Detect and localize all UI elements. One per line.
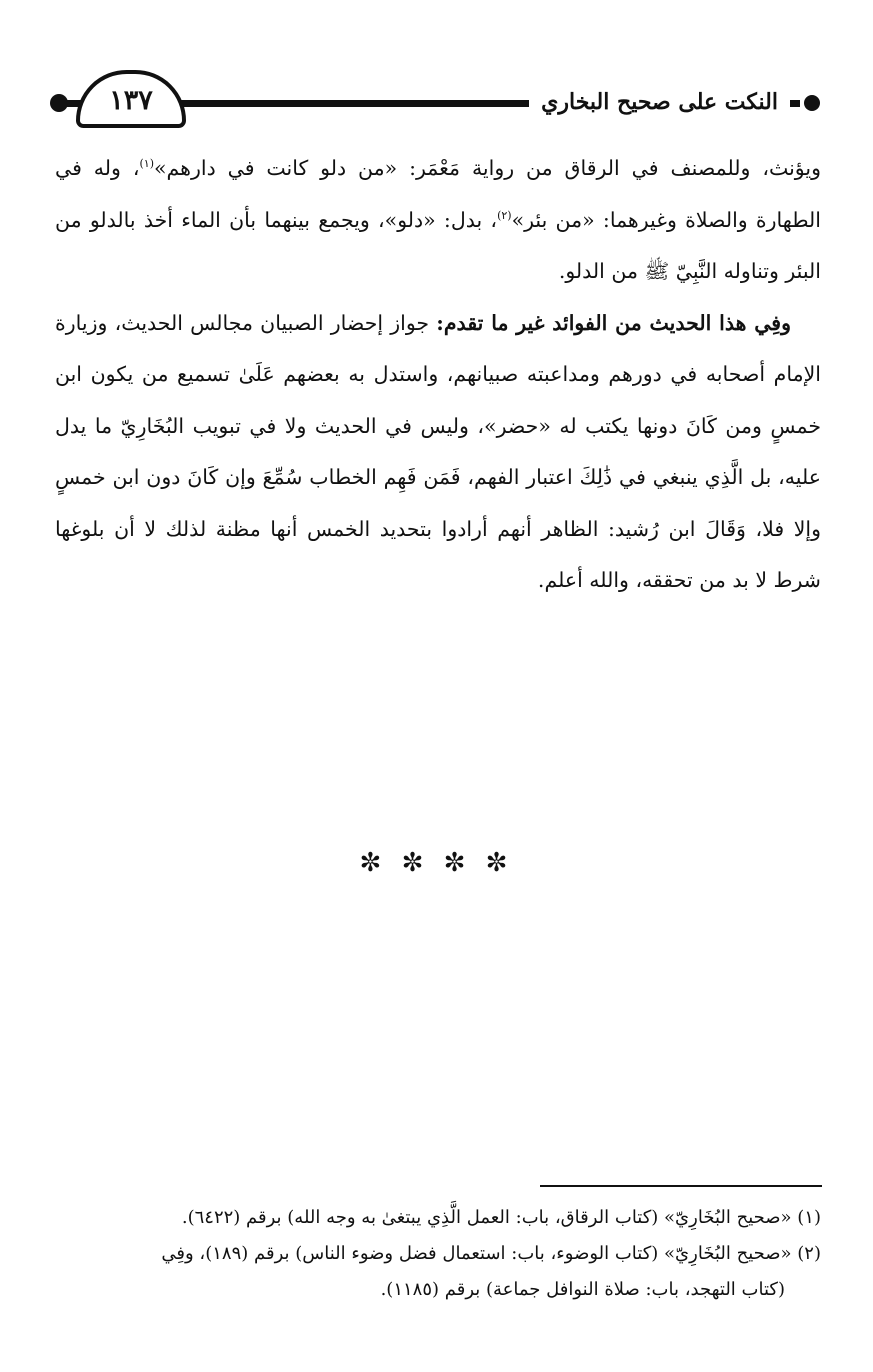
- running-title: النكت على صحيح البخاري: [529, 84, 790, 120]
- footnote-2-continued: (كتاب التهجد، باب: صلاة النوافل جماعة) برقم (١١٨٥).: [380, 1279, 785, 1300]
- page-header: [50, 70, 830, 134]
- footnote-2: (٢) «صحيح البُخَارِيّ» (كتاب الوضوء، باب: استعمال فضل وضوء الناس) برقم (١٨٩)، وفِي: [161, 1243, 821, 1264]
- main-text: [55, 143, 821, 607]
- paragraph-1-part-3: ، بدل: «دلو»، ويجمع بينهما بأن الماء أخذ بالدلو من البئر وتناوله النَّبِيّ ﷺ من الدلو.: [55, 207, 821, 283]
- footnote-1: (١) «صحيح البُخَارِيّ» (كتاب الرقاق، باب: العمل الَّذِي يبتغىٰ به وجه الله) برقم (٦٤٢٢).: [181, 1207, 821, 1228]
- footnote-rule: [540, 1185, 822, 1187]
- header-dot-right-icon: [804, 95, 820, 111]
- paragraph-2: [55, 298, 821, 607]
- header-dot-left-icon: [50, 94, 68, 112]
- paragraph-1: [55, 143, 821, 298]
- footnote-ref-2: (٢): [497, 208, 512, 222]
- section-separator-icon: ✼ ✼ ✼ ✼: [359, 848, 514, 878]
- paragraph-1-part-1: ويؤنث، وللمصنف في الرقاق من رواية مَعْمَر: «من دلو كانت في دارهم»: [153, 156, 821, 180]
- paragraph-2-text: جواز إحضار الصبيان مجالس الحديث، وزيارة الإمام أصحابه في دورهم ومداعبته صبيانهم، واستدل به بعضهم عَلَىٰ تسميع من يكون ابن خمسٍ ومن كَانَ دونها يكتب له «حضر»، وليس في الحديث ولا في تبويب البُخَارِيّ ما يدل عليه، بل الَّذِي ينبغي في ذَٰلِكَ اعتبار الفهم، فَمَن فَهِم الخطاب سُمِّعَ وإن كَانَ دون ابن خمسٍ وإلا فلا، وَقَالَ ابن رُشيد: الظاهر أنهم أرادوا بتحديد الخمس أنها مظنة لذلك لا أن بلوغها شرط لا بد من تحققه، والله أعلم.: [55, 310, 821, 592]
- footnote-ref-1: (١): [139, 157, 154, 171]
- footnotes: [55, 1200, 821, 1308]
- page-number: ١٣٧: [76, 70, 186, 128]
- paragraph-1-part-2: ، وله في الطهارة والصلاة وغيرهما: «من بئر»: [55, 156, 821, 232]
- paragraph-2-lead: وفِي هذا الحديث من الفوائد غير ما تقدم:: [436, 310, 791, 335]
